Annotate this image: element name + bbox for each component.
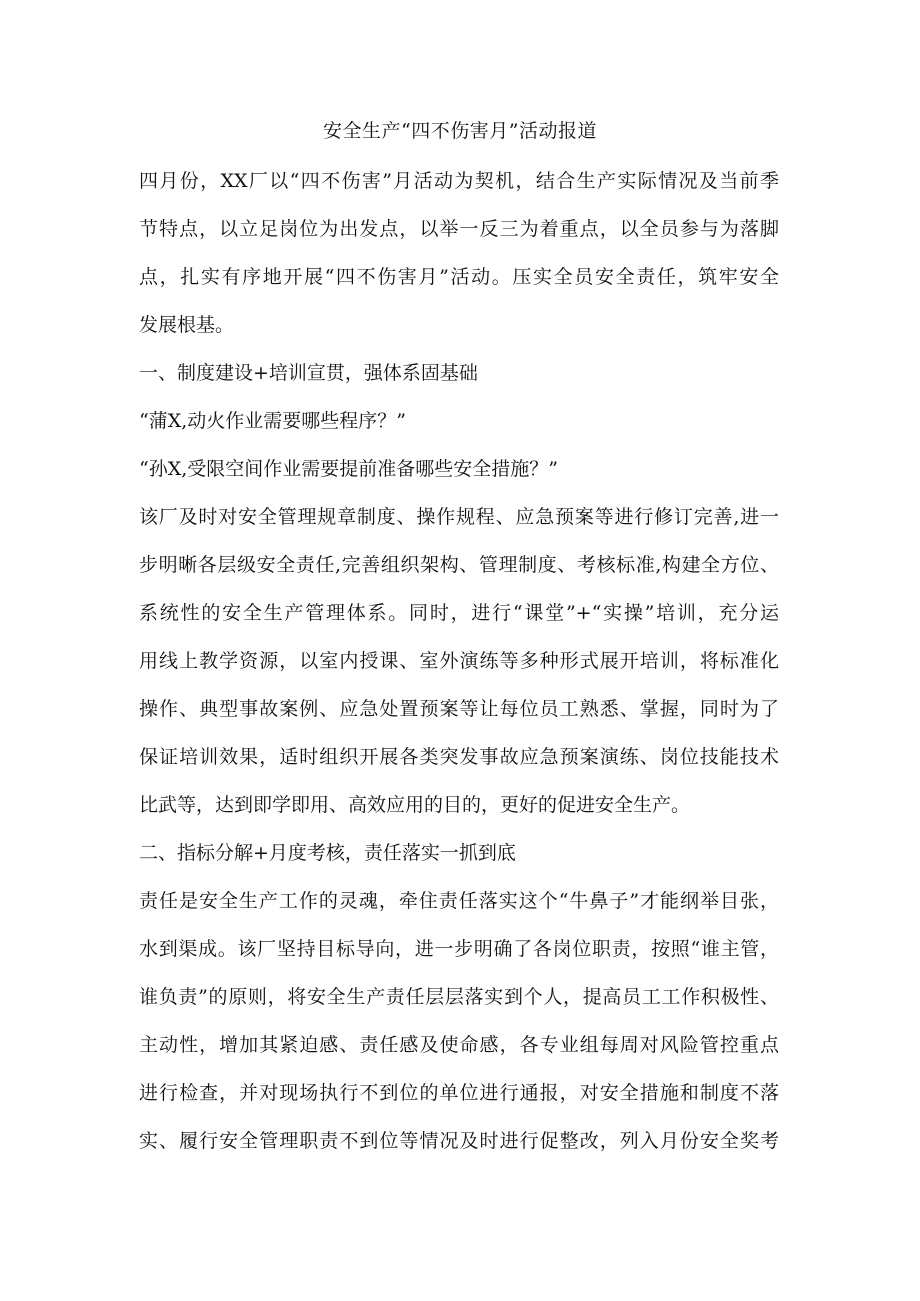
text-line: 水到渠成。该厂坚持目标导向，进一步明确了各岗位职责，按照“谁主管， bbox=[139, 938, 779, 960]
text-line: 保证培训效果，适时组织开展各类突发事故应急预案演练、岗位技能技术 bbox=[139, 746, 779, 768]
text-line: 主动性，增加其紧迫感、责任感及使命感，各专业组每周对风险管控重点 bbox=[139, 1034, 779, 1056]
text-line: 操作、典型事故案例、应急处置预案等让每位员工熟悉、掌握，同时为了 bbox=[139, 698, 779, 720]
text-line: 谁负责”的原则，将安全生产责任层层落实到个人，提高员工工作积极性、 bbox=[139, 986, 779, 1008]
document-body bbox=[139, 157, 779, 1165]
text-line: 步明晰各层级安全责任,完善组织架构、管理制度、考核标准,构建全方位、 bbox=[139, 554, 779, 576]
text-line: “蒲X,动火作业需要哪些程序？” bbox=[139, 410, 406, 432]
page-title: 安全生产“四不伤害月”活动报道 bbox=[323, 120, 597, 142]
text-line: 一、制度建设+培训宣贯，强体系固基础 bbox=[139, 362, 478, 384]
text-line: 用线上教学资源，以室内授课、室外演练等多种形式展开培训，将标准化 bbox=[139, 650, 779, 672]
text-line: 实、履行安全管理职责不到位等情况及时进行促整改，列入月份安全奖考 bbox=[139, 1130, 779, 1152]
text-line: 发展根基。 bbox=[139, 314, 235, 336]
text-line: 点，扎实有序地开展“四不伤害月”活动。压实全员安全责任，筑牢安全 bbox=[139, 266, 779, 288]
text-line: 责任是安全生产工作的灵魂，牵住责任落实这个“牛鼻子”才能纲举目张， bbox=[139, 890, 779, 912]
text-line: 比武等，达到即学即用、高效应用的目的，更好的促进安全生产。 bbox=[139, 794, 691, 816]
text-line: 系统性的安全生产管理体系。同时，进行“课堂”+“实操”培训，充分运 bbox=[139, 602, 779, 624]
text-line: 节特点，以立足岗位为出发点，以举一反三为着重点，以全员参与为落脚 bbox=[139, 218, 779, 240]
text-line: 二、指标分解+月度考核，责任落实一抓到底 bbox=[139, 842, 516, 864]
text-line: “孙X,受限空间作业需要提前准备哪些安全措施？” bbox=[139, 458, 558, 480]
text-line: 该厂及时对安全管理规章制度、操作规程、应急预案等进行修订完善,进一 bbox=[139, 506, 779, 528]
text-line: 进行检查，并对现场执行不到位的单位进行通报，对安全措施和制度不落 bbox=[139, 1082, 779, 1104]
text-line: 四月份，XX厂以“四不伤害”月活动为契机，结合生产实际情况及当前季 bbox=[139, 170, 779, 192]
